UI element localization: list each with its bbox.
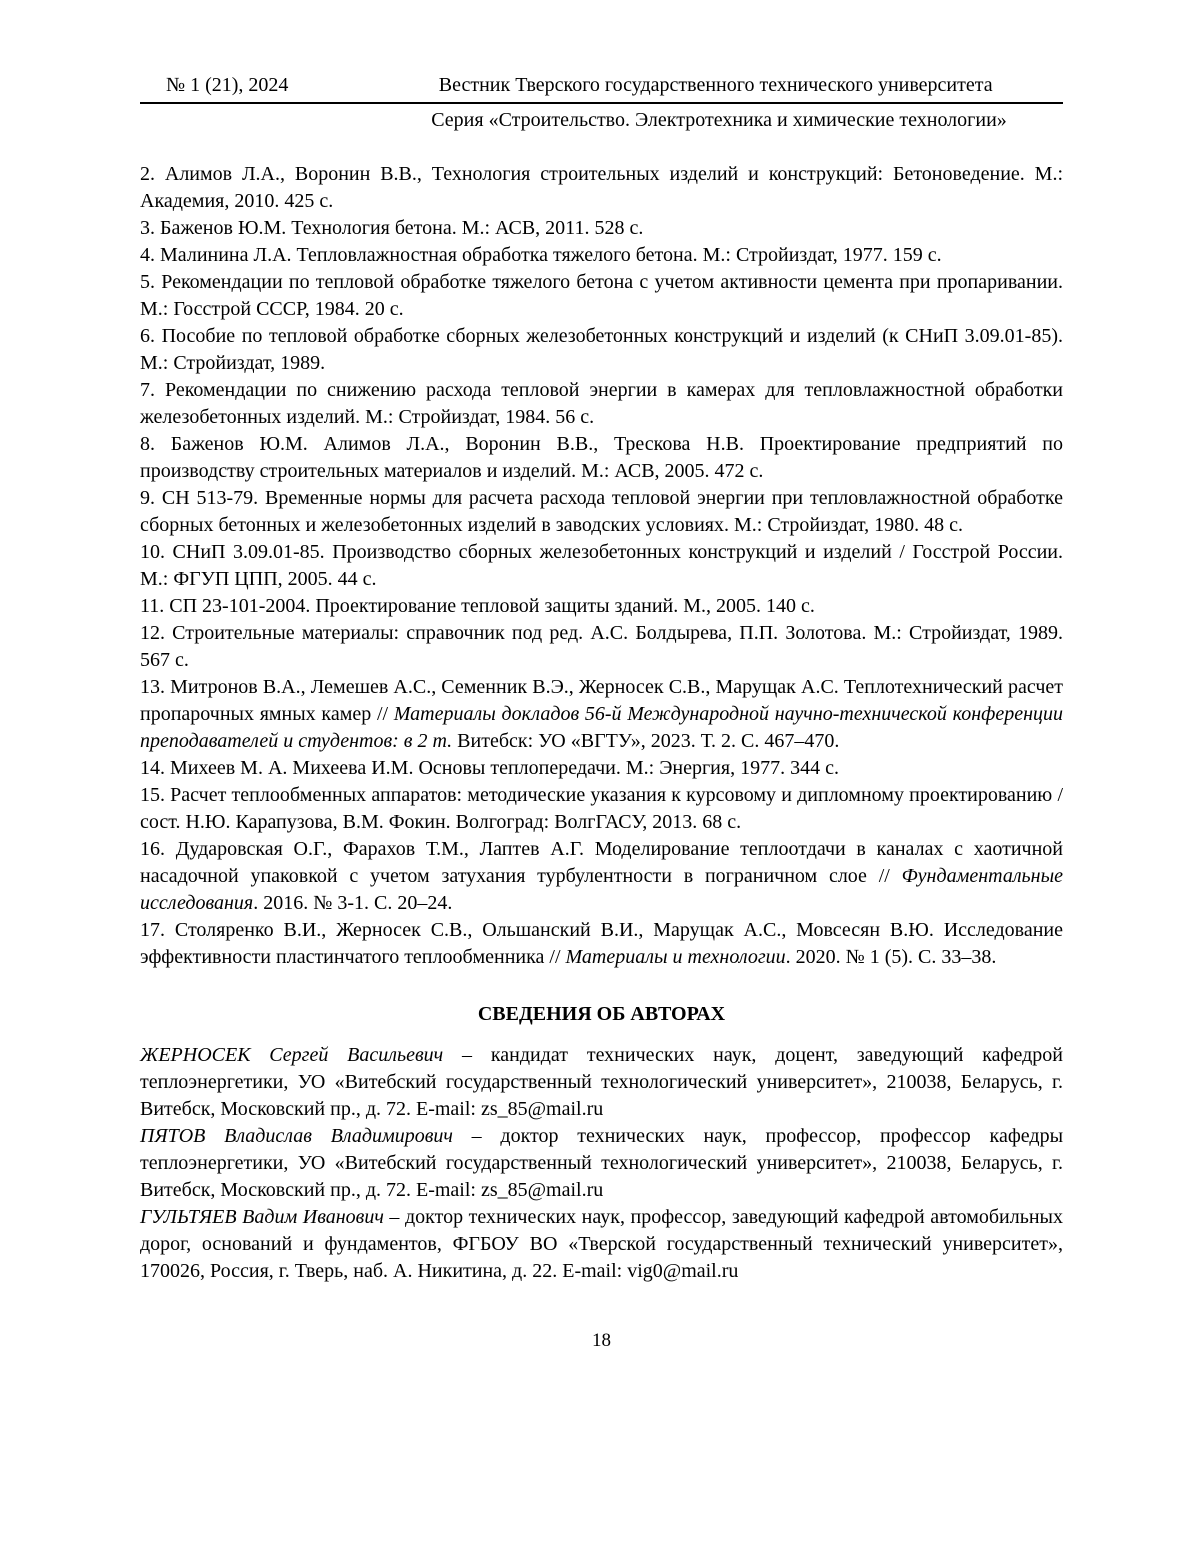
reference-item-italic-text: Материалы и технологии [565, 946, 786, 968]
reference-item [140, 755, 1063, 782]
reference-item-text: 5. Рекомендации по тепловой обработке тяжелого бетона с учетом активности цемента при пропаривании. М.: Госстрой СССР, 1984. 20 с. [140, 271, 1063, 320]
reference-item [140, 323, 1063, 377]
reference-item-text: 9. СН 513-79. Временные нормы для расчета расхода тепловой энергии при тепловлажностной обработке сборных бетонных и железобетонных изделий в заводских условиях. М.: Стройиздат, 1980. 48 с. [140, 487, 1063, 536]
references-list [140, 161, 1063, 971]
reference-item [140, 782, 1063, 836]
reference-item-text: 6. Пособие по тепловой обработке сборных железобетонных конструкций и изделий (к СНиП 3.09.01-85). М.: Стройиздат, 1989. [140, 325, 1063, 374]
author-item-italic-text: ЖЕРНОСЕК Сергей Васильевич [140, 1044, 444, 1066]
journal-title: Вестник Тверского государственного технического университета [438, 74, 993, 96]
reference-item [140, 161, 1063, 215]
reference-item-text: 2. Алимов Л.А., Воронин В.В., Технология строительных изделий и конструкций: Бетоноведение. М.: Академия, 2010. 425 с. [140, 163, 1063, 212]
reference-item-text: 12. Строительные материалы: справочник под ред. А.С. Болдырева, П.П. Золотова. М.: Стройиздат, 1989. 567 с. [140, 622, 1063, 671]
author-item [140, 1204, 1063, 1285]
authors-list [140, 1042, 1063, 1285]
reference-item [140, 485, 1063, 539]
reference-item-text: 16. Дударовская О.Г., Фарахов Т.М., Лаптев А.Г. Моделирование теплоотдачи в каналах с хаотичной насадочной упаковкой с учетом затухания турбулентности в пограничном слое // [140, 838, 1063, 887]
page-header [140, 72, 1063, 133]
issue-number: № 1 (21), 2024 [166, 74, 289, 96]
author-item-text: – кандидат технических наук, доцент, заведующий кафедрой теплоэнергетики, УО «Витебский государственный технологический университет», 210038, Беларусь, г. Витебск, Московский пр., д. 72. E-mail: zs_85@mail.ru [140, 1044, 1063, 1120]
reference-item-text: 13. Митронов В.А., Лемешев А.С., Семенник В.Э., Жерносек С.В., Марущак А.С. Теплотехнический расчет пропарочных ямных камер // [140, 676, 1063, 725]
reference-item [140, 836, 1063, 917]
reference-item [140, 215, 1063, 242]
reference-item-text: 11. СП 23-101-2004. Проектирование тепловой защиты зданий. М., 2005. 140 с. [140, 595, 815, 617]
reference-item-text: 3. Баженов Ю.М. Технология бетона. М.: АСВ, 2011. 528 с. [140, 217, 644, 239]
page-number: 18 [592, 1330, 611, 1351]
authors-section-title: СВЕДЕНИЯ ОБ АВТОРАХ [477, 1003, 726, 1025]
reference-item [140, 674, 1063, 755]
reference-item-text: 15. Расчет теплообменных аппаратов: методические указания к курсовому и дипломному проектированию / сост. Н.Ю. Карапузова, В.М. Фокин. Волгоград: ВолгГАСУ, 2013. 68 с. [140, 784, 1063, 833]
reference-item [140, 917, 1063, 971]
reference-item [140, 539, 1063, 593]
reference-item [140, 242, 1063, 269]
author-item-text: – доктор технических наук, профессор, профессор кафедры теплоэнергетики, УО «Витебский государственный технологический университет», 210038, Беларусь, г. Витебск, Московский пр., д. 72. E-mail: zs_85@mail.ru [140, 1125, 1064, 1201]
reference-item [140, 593, 1063, 620]
reference-item-text: 10. СНиП 3.09.01-85. Производство сборных железобетонных конструкций и изделий / Госстрой России. М.: ФГУП ЦПП, 2005. 44 с. [140, 541, 1063, 590]
author-item-italic-text: ПЯТОВ Владислав Владимирович [140, 1125, 453, 1147]
reference-item-italic-text: Фундаментальные исследования [140, 865, 1063, 914]
author-item [140, 1042, 1063, 1123]
reference-item [140, 269, 1063, 323]
reference-item-text: 17. Столяренко В.И., Жерносек С.В., Ольшанский В.И., Марущак А.С., Мовсесян В.Ю. Исследование эффективности пластинчатого теплообменника // [140, 919, 1063, 968]
reference-item [140, 431, 1063, 485]
author-item-italic-text: ГУЛЬТЯЕВ Вадим Иванович [140, 1206, 384, 1228]
series-title: Серия «Строительство. Электротехника и химические технологии» [431, 109, 1007, 131]
reference-item-text: 4. Малинина Л.А. Тепловлажностная обработка тяжелого бетона. М.: Стройиздат, 1977. 159 с. [140, 244, 942, 266]
reference-item-text: 14. Михеев М. А. Михеева И.М. Основы теплопередачи. М.: Энергия, 1977. 344 с. [140, 757, 839, 779]
reference-item-text: . 2020. № 1 (5). С. 33–38. [785, 946, 997, 968]
journal-header-row [140, 72, 1063, 98]
reference-item-text: 8. Баженов Ю.М. Алимов Л.А., Воронин В.В., Трескова Н.В. Проектирование предприятий по производству строительных материалов и изделий. М.: АСВ, 2005. 472 с. [140, 433, 1063, 482]
reference-item-text: . 2016. № 3-1. С. 20–24. [253, 892, 453, 914]
reference-item-text: Витебск: УО «ВГТУ», 2023. Т. 2. С. 467–470. [452, 730, 840, 752]
reference-item-italic-text: Материалы докладов 56-й Международной научно-технической конференции преподавателей и студентов: в 2 т. [140, 703, 1063, 752]
reference-item [140, 620, 1063, 674]
header-rule [140, 102, 1063, 104]
reference-item [140, 377, 1063, 431]
author-item-text: – доктор технических наук, профессор, заведующий кафедрой автомобильных дорог, оснований и фундаментов, ФГБОУ ВО «Тверской государственный технический университет», 170026, Россия, г. Тверь, наб. А. Никитина, д. 22. E-mail: vig0@mail.ru [140, 1206, 1063, 1282]
author-item [140, 1123, 1063, 1204]
reference-item-text: 7. Рекомендации по снижению расхода тепловой энергии в камерах для тепловлажностной обработки железобетонных изделий. М.: Стройиздат, 1984. 56 с. [140, 379, 1063, 428]
